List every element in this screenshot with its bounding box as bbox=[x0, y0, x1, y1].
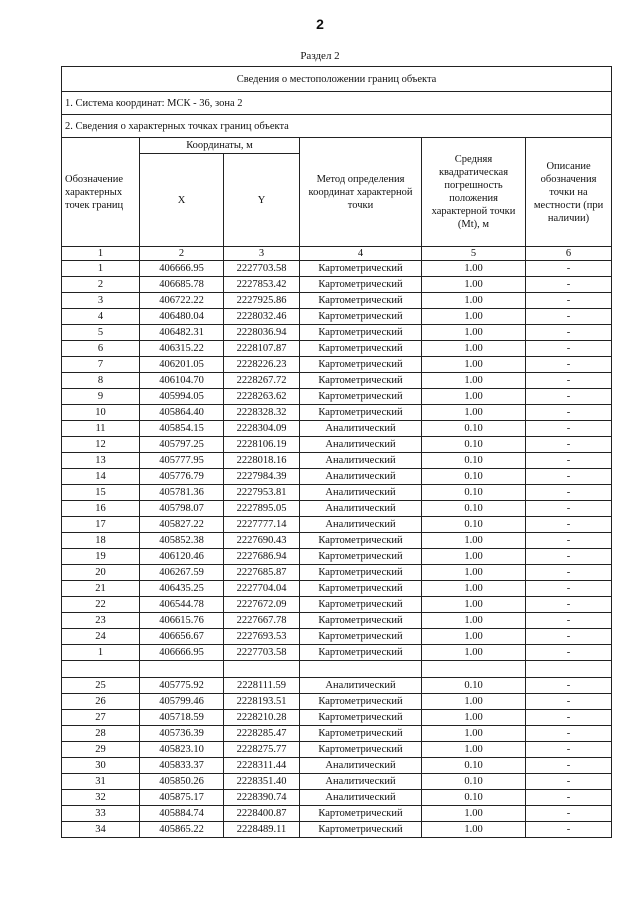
description: - bbox=[526, 742, 612, 758]
description: - bbox=[526, 405, 612, 421]
error: 1.00 bbox=[422, 694, 526, 710]
description: - bbox=[526, 694, 612, 710]
coord-x: 406120.46 bbox=[140, 549, 224, 565]
table-row bbox=[62, 774, 612, 790]
point-id: 12 bbox=[62, 437, 140, 453]
coord-x: 406722.22 bbox=[140, 293, 224, 309]
coord-y: 2228107.87 bbox=[224, 341, 300, 357]
method: Аналитический bbox=[300, 517, 422, 533]
coord-x: 406315.22 bbox=[140, 341, 224, 357]
error: 0.10 bbox=[422, 790, 526, 806]
coord-y: 2227667.78 bbox=[224, 613, 300, 629]
coord-x: 406544.78 bbox=[140, 597, 224, 613]
point-id: 2 bbox=[62, 277, 140, 293]
table-row bbox=[62, 694, 612, 710]
point-id: 10 bbox=[62, 405, 140, 421]
method: Картометрический bbox=[300, 341, 422, 357]
header-y: Y bbox=[224, 154, 300, 247]
column-number: 4 bbox=[300, 247, 422, 261]
table-row bbox=[62, 758, 612, 774]
table-row bbox=[62, 309, 612, 325]
description: - bbox=[526, 645, 612, 661]
coord-x: 406480.04 bbox=[140, 309, 224, 325]
description: - bbox=[526, 261, 612, 277]
method: Аналитический bbox=[300, 453, 422, 469]
description: - bbox=[526, 678, 612, 694]
description: - bbox=[526, 277, 612, 293]
error: 0.10 bbox=[422, 485, 526, 501]
coord-x: 405864.40 bbox=[140, 405, 224, 421]
point-id: 26 bbox=[62, 694, 140, 710]
description: - bbox=[526, 389, 612, 405]
table-row bbox=[62, 629, 612, 645]
table-row bbox=[62, 293, 612, 309]
point-id: 17 bbox=[62, 517, 140, 533]
coord-x: 406656.67 bbox=[140, 629, 224, 645]
method: Картометрический bbox=[300, 373, 422, 389]
coord-x: 405854.15 bbox=[140, 421, 224, 437]
point-group-1 bbox=[62, 261, 612, 661]
method: Аналитический bbox=[300, 774, 422, 790]
error: 1.00 bbox=[422, 581, 526, 597]
point-id: 23 bbox=[62, 613, 140, 629]
column-number: 5 bbox=[422, 247, 526, 261]
table-row bbox=[62, 581, 612, 597]
coord-x: 406666.95 bbox=[140, 645, 224, 661]
column-number: 6 bbox=[526, 247, 612, 261]
coord-x: 405823.10 bbox=[140, 742, 224, 758]
coord-x: 405776.79 bbox=[140, 469, 224, 485]
error: 1.00 bbox=[422, 565, 526, 581]
table-row bbox=[62, 613, 612, 629]
error: 0.10 bbox=[422, 469, 526, 485]
table-row bbox=[62, 790, 612, 806]
point-id: 14 bbox=[62, 469, 140, 485]
header-x: X bbox=[140, 154, 224, 247]
point-id: 31 bbox=[62, 774, 140, 790]
coord-y: 2228328.32 bbox=[224, 405, 300, 421]
point-id: 8 bbox=[62, 373, 140, 389]
method: Картометрический bbox=[300, 389, 422, 405]
point-id: 19 bbox=[62, 549, 140, 565]
coord-y: 2228275.77 bbox=[224, 742, 300, 758]
error: 1.00 bbox=[422, 726, 526, 742]
description: - bbox=[526, 597, 612, 613]
description: - bbox=[526, 421, 612, 437]
table-row bbox=[62, 485, 612, 501]
method: Картометрический bbox=[300, 710, 422, 726]
coord-x: 406685.78 bbox=[140, 277, 224, 293]
point-id: 27 bbox=[62, 710, 140, 726]
coord-y: 2227925.86 bbox=[224, 293, 300, 309]
method: Картометрический bbox=[300, 613, 422, 629]
point-id: 5 bbox=[62, 325, 140, 341]
description: - bbox=[526, 613, 612, 629]
table-row bbox=[62, 325, 612, 341]
method: Картометрический bbox=[300, 261, 422, 277]
coord-y: 2228210.28 bbox=[224, 710, 300, 726]
coord-y: 2227703.58 bbox=[224, 261, 300, 277]
table-row bbox=[62, 806, 612, 822]
point-id: 1 bbox=[62, 645, 140, 661]
coord-y: 2227690.43 bbox=[224, 533, 300, 549]
error: 1.00 bbox=[422, 742, 526, 758]
error: 1.00 bbox=[422, 357, 526, 373]
method: Картометрический bbox=[300, 742, 422, 758]
table-row bbox=[62, 437, 612, 453]
error: 1.00 bbox=[422, 710, 526, 726]
method: Картометрический bbox=[300, 694, 422, 710]
coord-x: 405775.92 bbox=[140, 678, 224, 694]
coord-x: 405797.25 bbox=[140, 437, 224, 453]
coord-x: 405736.39 bbox=[140, 726, 224, 742]
table-row bbox=[62, 710, 612, 726]
coord-x: 405781.36 bbox=[140, 485, 224, 501]
method: Аналитический bbox=[300, 437, 422, 453]
coord-x: 405827.22 bbox=[140, 517, 224, 533]
point-id: 20 bbox=[62, 565, 140, 581]
error: 1.00 bbox=[422, 629, 526, 645]
coord-x: 405850.26 bbox=[140, 774, 224, 790]
description: - bbox=[526, 501, 612, 517]
point-id: 24 bbox=[62, 629, 140, 645]
description: - bbox=[526, 549, 612, 565]
error: 1.00 bbox=[422, 405, 526, 421]
error: 1.00 bbox=[422, 373, 526, 389]
point-id: 28 bbox=[62, 726, 140, 742]
table-title: Сведения о местоположении границ объекта bbox=[62, 67, 612, 92]
error: 0.10 bbox=[422, 453, 526, 469]
table-row bbox=[62, 678, 612, 694]
table-row bbox=[62, 469, 612, 485]
column-number: 2 bbox=[140, 247, 224, 261]
coord-y: 2227984.39 bbox=[224, 469, 300, 485]
coord-x: 405852.38 bbox=[140, 533, 224, 549]
description: - bbox=[526, 758, 612, 774]
coord-x: 405777.95 bbox=[140, 453, 224, 469]
method: Картометрический bbox=[300, 533, 422, 549]
method: Картометрический bbox=[300, 597, 422, 613]
coord-x: 406666.95 bbox=[140, 261, 224, 277]
method: Картометрический bbox=[300, 549, 422, 565]
description: - bbox=[526, 453, 612, 469]
column-number: 1 bbox=[62, 247, 140, 261]
coord-y: 2228285.47 bbox=[224, 726, 300, 742]
coord-x: 406104.70 bbox=[140, 373, 224, 389]
coord-y: 2228263.62 bbox=[224, 389, 300, 405]
description: - bbox=[526, 806, 612, 822]
coord-y: 2228304.09 bbox=[224, 421, 300, 437]
error: 1.00 bbox=[422, 309, 526, 325]
page-number: 2 bbox=[316, 16, 324, 32]
description: - bbox=[526, 373, 612, 389]
coord-x: 405833.37 bbox=[140, 758, 224, 774]
table-row bbox=[62, 501, 612, 517]
table-row bbox=[62, 742, 612, 758]
point-id: 32 bbox=[62, 790, 140, 806]
coord-y: 2227672.09 bbox=[224, 597, 300, 613]
coord-y: 2228226.23 bbox=[224, 357, 300, 373]
method: Картометрический bbox=[300, 806, 422, 822]
point-id: 34 bbox=[62, 822, 140, 838]
method: Аналитический bbox=[300, 469, 422, 485]
method: Картометрический bbox=[300, 645, 422, 661]
coord-x: 406201.05 bbox=[140, 357, 224, 373]
table-row bbox=[62, 277, 612, 293]
point-id: 15 bbox=[62, 485, 140, 501]
point-id: 11 bbox=[62, 421, 140, 437]
method: Аналитический bbox=[300, 501, 422, 517]
point-group-2 bbox=[62, 678, 612, 838]
header-coords: Координаты, м bbox=[140, 138, 300, 154]
description: - bbox=[526, 629, 612, 645]
table-row bbox=[62, 517, 612, 533]
coord-y: 2228400.87 bbox=[224, 806, 300, 822]
method: Аналитический bbox=[300, 485, 422, 501]
point-id: 3 bbox=[62, 293, 140, 309]
coord-y: 2227895.05 bbox=[224, 501, 300, 517]
coord-y: 2228390.74 bbox=[224, 790, 300, 806]
description: - bbox=[526, 774, 612, 790]
header-error: Средняя квадратическая погрешность положения характерной точки (Mt), м bbox=[422, 138, 526, 247]
error: 1.00 bbox=[422, 277, 526, 293]
coord-x: 405718.59 bbox=[140, 710, 224, 726]
point-id: 30 bbox=[62, 758, 140, 774]
coord-x: 406482.31 bbox=[140, 325, 224, 341]
description: - bbox=[526, 309, 612, 325]
table-row bbox=[62, 645, 612, 661]
point-id: 29 bbox=[62, 742, 140, 758]
method: Картометрический bbox=[300, 293, 422, 309]
coord-y: 2227777.14 bbox=[224, 517, 300, 533]
coord-y: 2228018.16 bbox=[224, 453, 300, 469]
point-id: 18 bbox=[62, 533, 140, 549]
coord-x: 405994.05 bbox=[140, 389, 224, 405]
table-row bbox=[62, 389, 612, 405]
coord-y: 2227693.53 bbox=[224, 629, 300, 645]
table-row bbox=[62, 822, 612, 838]
description: - bbox=[526, 726, 612, 742]
error: 1.00 bbox=[422, 389, 526, 405]
error: 0.10 bbox=[422, 517, 526, 533]
method: Картометрический bbox=[300, 581, 422, 597]
coord-y: 2228267.72 bbox=[224, 373, 300, 389]
coord-x: 405799.46 bbox=[140, 694, 224, 710]
separator-row bbox=[62, 661, 612, 678]
coord-y: 2228351.40 bbox=[224, 774, 300, 790]
table-row bbox=[62, 597, 612, 613]
coord-y: 2227853.42 bbox=[224, 277, 300, 293]
coord-system: 1. Система координат: МСК - 36, зона 2 bbox=[62, 92, 612, 115]
coord-x: 405865.22 bbox=[140, 822, 224, 838]
error: 0.10 bbox=[422, 421, 526, 437]
error: 0.10 bbox=[422, 437, 526, 453]
coord-y: 2228311.44 bbox=[224, 758, 300, 774]
coord-y: 2227953.81 bbox=[224, 485, 300, 501]
point-id: 4 bbox=[62, 309, 140, 325]
error: 0.10 bbox=[422, 501, 526, 517]
description: - bbox=[526, 790, 612, 806]
description: - bbox=[526, 357, 612, 373]
point-id: 13 bbox=[62, 453, 140, 469]
table-row bbox=[62, 549, 612, 565]
method: Аналитический bbox=[300, 678, 422, 694]
coord-x: 405884.74 bbox=[140, 806, 224, 822]
error: 1.00 bbox=[422, 613, 526, 629]
coord-x: 406615.76 bbox=[140, 613, 224, 629]
coord-y: 2228489.11 bbox=[224, 822, 300, 838]
method: Картометрический bbox=[300, 822, 422, 838]
method: Картометрический bbox=[300, 277, 422, 293]
coord-x: 405875.17 bbox=[140, 790, 224, 806]
method: Аналитический bbox=[300, 758, 422, 774]
coord-y: 2227686.94 bbox=[224, 549, 300, 565]
method: Аналитический bbox=[300, 790, 422, 806]
method: Картометрический bbox=[300, 357, 422, 373]
description: - bbox=[526, 341, 612, 357]
description: - bbox=[526, 517, 612, 533]
coord-y: 2228111.59 bbox=[224, 678, 300, 694]
header-method: Метод определения координат характерной точки bbox=[300, 138, 422, 247]
table-row bbox=[62, 261, 612, 277]
table-row bbox=[62, 453, 612, 469]
point-id: 16 bbox=[62, 501, 140, 517]
method: Картометрический bbox=[300, 309, 422, 325]
point-id: 9 bbox=[62, 389, 140, 405]
point-id: 6 bbox=[62, 341, 140, 357]
error: 1.00 bbox=[422, 822, 526, 838]
error: 1.00 bbox=[422, 549, 526, 565]
point-id: 33 bbox=[62, 806, 140, 822]
error: 1.00 bbox=[422, 806, 526, 822]
method: Аналитический bbox=[300, 421, 422, 437]
coord-y: 2228193.51 bbox=[224, 694, 300, 710]
point-id: 22 bbox=[62, 597, 140, 613]
description: - bbox=[526, 822, 612, 838]
error: 1.00 bbox=[422, 645, 526, 661]
table-row bbox=[62, 341, 612, 357]
method: Картометрический bbox=[300, 325, 422, 341]
error: 0.10 bbox=[422, 758, 526, 774]
point-id: 1 bbox=[62, 261, 140, 277]
description: - bbox=[526, 325, 612, 341]
description: - bbox=[526, 565, 612, 581]
description: - bbox=[526, 581, 612, 597]
table-row bbox=[62, 405, 612, 421]
error: 1.00 bbox=[422, 293, 526, 309]
coord-y: 2227704.04 bbox=[224, 581, 300, 597]
table-row bbox=[62, 373, 612, 389]
coord-x: 406435.25 bbox=[140, 581, 224, 597]
description: - bbox=[526, 710, 612, 726]
error: 0.10 bbox=[422, 774, 526, 790]
table-row bbox=[62, 565, 612, 581]
method: Картометрический bbox=[300, 405, 422, 421]
coord-y: 2228032.46 bbox=[224, 309, 300, 325]
method: Картометрический bbox=[300, 726, 422, 742]
description: - bbox=[526, 469, 612, 485]
method: Картометрический bbox=[300, 629, 422, 645]
error: 1.00 bbox=[422, 261, 526, 277]
point-id: 21 bbox=[62, 581, 140, 597]
boundary-points-table bbox=[61, 66, 612, 838]
points-heading: 2. Сведения о характерных точках границ объекта bbox=[62, 115, 612, 138]
coord-y: 2227703.58 bbox=[224, 645, 300, 661]
error: 1.00 bbox=[422, 325, 526, 341]
description: - bbox=[526, 293, 612, 309]
table-row bbox=[62, 357, 612, 373]
table-row bbox=[62, 421, 612, 437]
error: 1.00 bbox=[422, 341, 526, 357]
point-id: 25 bbox=[62, 678, 140, 694]
description: - bbox=[526, 437, 612, 453]
point-id: 7 bbox=[62, 357, 140, 373]
table-row bbox=[62, 533, 612, 549]
coord-y: 2227685.87 bbox=[224, 565, 300, 581]
coord-y: 2228036.94 bbox=[224, 325, 300, 341]
column-number: 3 bbox=[224, 247, 300, 261]
section-label: Раздел 2 bbox=[300, 50, 340, 62]
header-description: Описание обозначения точки на местности (при наличии) bbox=[526, 138, 612, 247]
header-designation: Обозначение характерных точек границ bbox=[62, 138, 140, 247]
error: 1.00 bbox=[422, 597, 526, 613]
method: Картометрический bbox=[300, 565, 422, 581]
description: - bbox=[526, 485, 612, 501]
coord-y: 2228106.19 bbox=[224, 437, 300, 453]
coord-x: 405798.07 bbox=[140, 501, 224, 517]
error: 1.00 bbox=[422, 533, 526, 549]
table-row bbox=[62, 726, 612, 742]
description: - bbox=[526, 533, 612, 549]
coord-x: 406267.59 bbox=[140, 565, 224, 581]
error: 0.10 bbox=[422, 678, 526, 694]
